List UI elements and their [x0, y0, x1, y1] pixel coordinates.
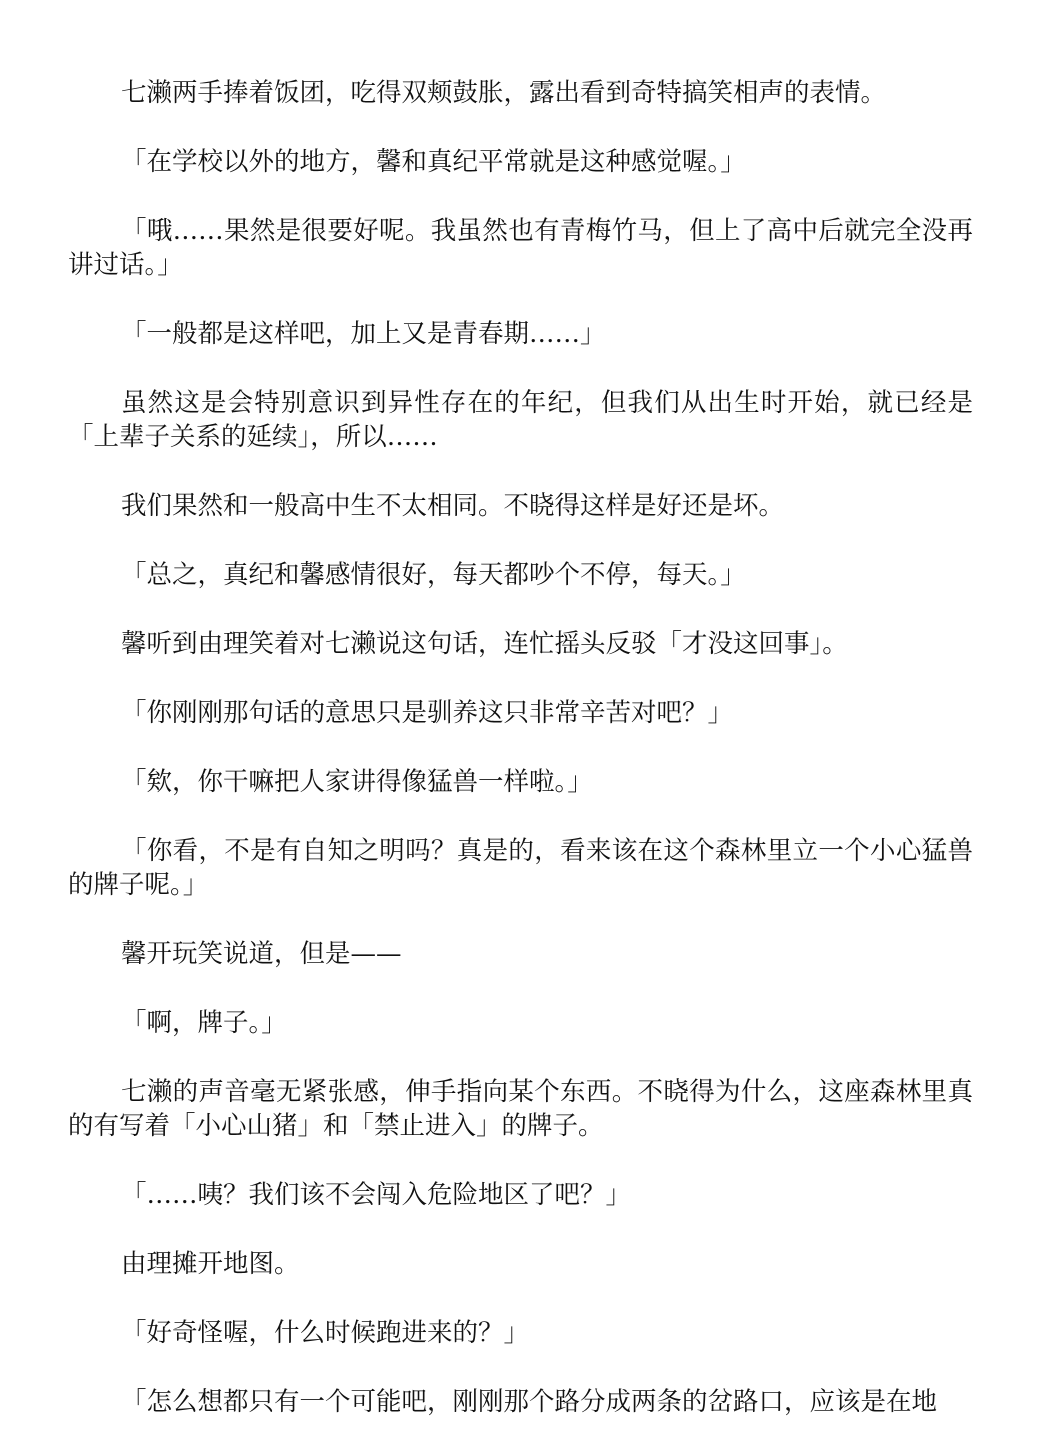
paragraph: 「……咦？我们该不会闯入危险地区了吧？」 [121, 1180, 632, 1210]
paragraph: 「在学校以外的地方，馨和真纪平常就是这种感觉喔。」 [121, 147, 746, 177]
paragraph: 「怎么想都只有一个可能吧，刚刚那个路分成两条的岔路口，应该是在地 [121, 1387, 938, 1417]
paragraph: 七濑的声音毫无紧张感，伸手指向某个东西。不晓得为什么，这座森林里真的有写着「小心山猪」和「禁止进入」的牌子。 [68, 1077, 973, 1141]
paragraph: 七濑两手捧着饭团，吃得双颊鼓胀，露出看到奇特搞笑相声的表情。 [121, 78, 887, 108]
paragraph: 「哦……果然是很要好呢。我虽然也有青梅竹马，但上了高中后就完全没再讲过话。」 [68, 216, 973, 280]
paragraph: 虽然这是会特别意识到异性存在的年纪，但我们从出生时开始，就已经是「上辈子关系的延续」，所以…… [68, 388, 973, 452]
paragraph: 馨听到由理笑着对七濑说这句话，连忙摇头反驳「才没这回事」。 [121, 629, 848, 659]
paragraph: 「你看，不是有自知之明吗？真是的，看来该在这个森林里立一个小心猛兽的牌子呢。」 [68, 836, 973, 900]
paragraph: 我们果然和一般高中生不太相同。不晓得这样是好还是坏。 [121, 491, 785, 521]
paragraph: 「总之，真纪和馨感情很好，每天都吵个不停，每天。」 [121, 560, 746, 590]
paragraph: 「啊，牌子。」 [121, 1008, 287, 1038]
paragraph: 馨开玩笑说道，但是—— [121, 939, 402, 969]
paragraph: 「一般都是这样吧，加上又是青春期……」 [121, 319, 606, 349]
body-text [68, 76, 973, 1454]
paragraph: 由理摊开地图。 [121, 1249, 300, 1279]
paragraph: 「欸，你干嘛把人家讲得像猛兽一样啦。」 [121, 767, 593, 797]
paragraph: 「你刚刚那句话的意思只是驯养这只非常辛苦对吧？」 [121, 698, 734, 728]
paragraph: 「好奇怪喔，什么时候跑进来的？」 [121, 1318, 530, 1348]
